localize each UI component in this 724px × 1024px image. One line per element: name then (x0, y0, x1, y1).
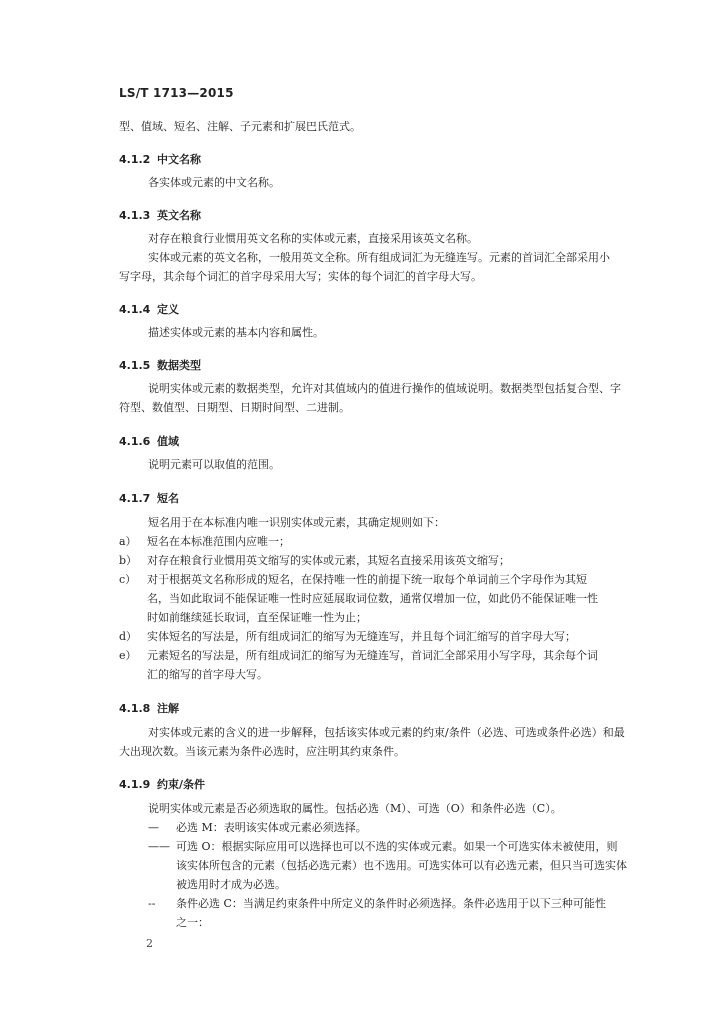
list-marker: d） (119, 630, 138, 643)
paragraph-continuation: 大出现次数。当该元素为条件必选时，应注明其约束条件。 (119, 745, 405, 758)
section-title: 约束/条件 (157, 778, 206, 791)
paragraph: 说明实体或元素是否必须选取的属性。包括必选（M）、可选（O）和条件必选（C）。 (148, 802, 562, 815)
paragraph-continuation: 符型、数值型、日期型、日期时间型、二进制。 (119, 401, 350, 414)
section-number: 4.1.6 (119, 435, 151, 448)
section-title: 定义 (157, 303, 179, 316)
section-title: 数据类型 (157, 359, 201, 372)
list-item-text: 对于根据英文名称形成的短名，在保持唯一性的前提下统一取每个单词前三个字母作为其短 (147, 573, 587, 586)
list-item-continuation: 名，当如此取词不能保证唯一性时应延展取词位数，通常仅增加一位，如此仍不能保证唯一性 (147, 592, 598, 605)
section-number: 4.1.2 (119, 153, 151, 166)
list-item-text: 实体短名的写法是，所有组成词汇的缩写为无缝连写，并且每个词汇缩写的首字母大写； (147, 630, 576, 643)
dash-item-text: 条件必选 C：当满足约束条件中所定义的条件时必须选择。条件必选用于以下三种可能性 (176, 897, 606, 910)
list-item-continuation: 时如前继续延长取词，直至保证唯一性为止； (147, 611, 367, 624)
section-heading-4-1-4 (119, 301, 179, 317)
dash-marker: -- (148, 897, 156, 910)
section-title: 注解 (157, 702, 179, 715)
dash-item-m (148, 821, 367, 834)
list-marker: a） (119, 535, 137, 548)
section-number: 4.1.5 (119, 359, 151, 372)
dash-item-c (148, 897, 606, 910)
page-number: 2 (146, 937, 153, 950)
list-item-text: 短名在本标准范围内应唯一； (147, 535, 290, 548)
section-heading-4-1-7 (119, 490, 179, 506)
list-item-d (119, 630, 576, 643)
paragraph-continuation: 写字母，其余每个词汇的首字母采用大写；实体的每个词汇的首字母大写。 (119, 270, 482, 283)
section-heading-4-1-5 (119, 357, 201, 373)
list-item-e (119, 649, 598, 662)
dash-marker: — (148, 821, 159, 834)
intro-line: 型、值域、短名、注解、子元素和扩展巴氏范式。 (119, 120, 361, 133)
paragraph: 描述实体或元素的基本内容和属性。 (148, 326, 324, 339)
dash-item-continuation: 该实体所包含的元素（包括必选元素）也不选用。可选实体可以有必选元素，但只当可选实体 (176, 859, 627, 872)
paragraph: 实体或元素的英文名称，一般用英文全称。所有组成词汇为无缝连写。元素的首词汇全部采用小 (148, 251, 610, 264)
section-number: 4.1.3 (119, 209, 151, 222)
section-heading-4-1-3 (119, 207, 201, 223)
list-marker: b） (119, 554, 138, 567)
list-item-c (119, 573, 587, 586)
paragraph: 对实体或元素的含义的进一步解释，包括该实体或元素的约束/条件（必选、可选或条件必选）和最 (148, 726, 625, 739)
section-title: 英文名称 (157, 209, 201, 222)
list-marker: c） (119, 573, 137, 586)
section-heading-4-1-8 (119, 700, 179, 716)
standard-code-header: LS/T 1713—2015 (119, 86, 234, 100)
section-number: 4.1.4 (119, 303, 151, 316)
section-title: 值域 (157, 435, 179, 448)
paragraph: 短名用于在本标准内唯一识别实体或元素，其确定规则如下： (148, 516, 445, 529)
list-item-a (119, 535, 290, 548)
section-number: 4.1.9 (119, 778, 151, 791)
section-title: 中文名称 (157, 153, 201, 166)
section-heading-4-1-9 (119, 776, 205, 792)
list-marker: e） (119, 649, 137, 662)
paragraph: 各实体或元素的中文名称。 (148, 176, 280, 189)
dash-item-continuation: 被选用时才成为必选。 (176, 878, 286, 891)
dash-item-o (148, 840, 618, 853)
list-item-text: 对存在粮食行业惯用英文缩写的实体或元素，其短名直接采用该英文缩写； (147, 554, 510, 567)
dash-marker: —— (148, 840, 170, 853)
paragraph: 对存在粮食行业惯用英文名称的实体或元素，直接采用该英文名称。 (148, 232, 478, 245)
section-number: 4.1.7 (119, 492, 151, 505)
section-heading-4-1-2 (119, 151, 201, 167)
list-item-b (119, 554, 510, 567)
dash-item-text: 必选 M：表明该实体或元素必须选择。 (176, 821, 367, 834)
section-heading-4-1-6 (119, 433, 179, 449)
paragraph: 说明元素可以取值的范围。 (148, 458, 280, 471)
dash-item-text: 可选 O：根据实际应用可以选择也可以不选的实体或元素。如果一个可选实体未被使用，则 (176, 840, 618, 853)
list-item-continuation: 汇的缩写的首字母大写。 (147, 668, 268, 681)
paragraph: 说明实体或元素的数据类型，允许对其值域内的值进行操作的值域说明。数据类型包括复合型、字 (148, 382, 621, 395)
section-title: 短名 (157, 492, 179, 505)
list-item-text: 元素短名的写法是，所有组成词汇的缩写为无缝连写，首词汇全部采用小写字母，其余每个词 (147, 649, 598, 662)
section-number: 4.1.8 (119, 702, 151, 715)
dash-item-continuation: 之一： (176, 916, 209, 929)
